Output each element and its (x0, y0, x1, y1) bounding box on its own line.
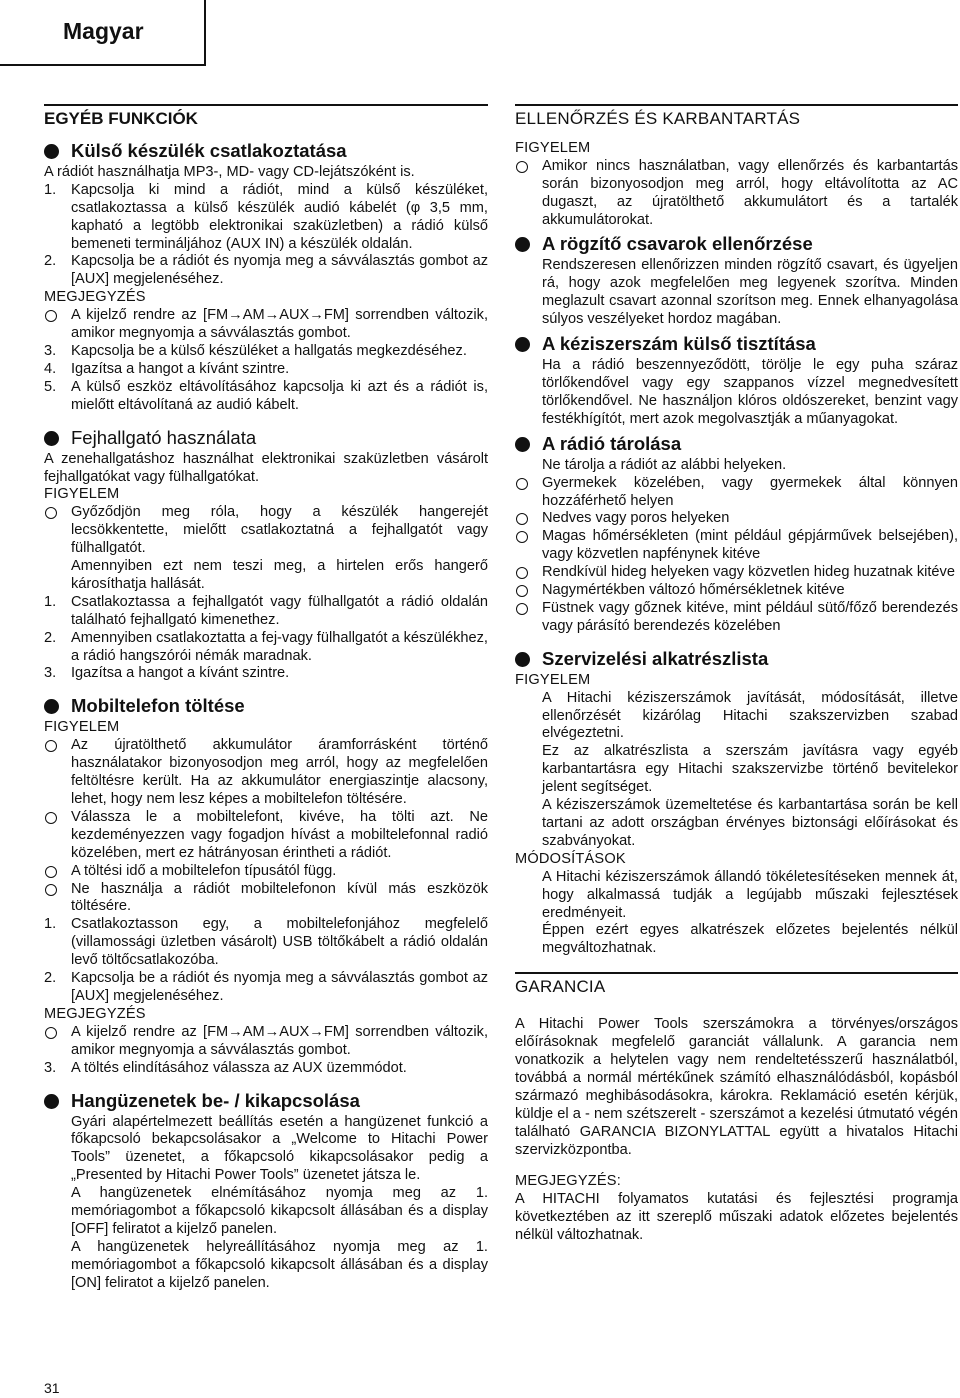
note-label: MEGJEGYZÉS (44, 1005, 146, 1022)
section-title-maintenance: ELLENŐRZÉS ÉS KARBANTARTÁS (515, 104, 958, 134)
language-label: Magyar (63, 18, 144, 44)
caution-item: Győződjön meg róla, hogy a készülék hangerejét lecsökkentette, mielőtt csatlakoztatná a fejhallgatót vagy fülhallgatót. (44, 504, 488, 558)
language-tab (0, 0, 206, 66)
subsection-storage: A rádió tárolása (515, 433, 958, 455)
subsection-headphones: Fejhallgató használata (44, 427, 488, 449)
caution-item: Az újratölthető akkumulátor áramforrásként történő használatakor bizonyosodjon meg arról, hogy az megfelelően feltöltésre került. Ha az akkumulátor energiaszintje alacsony, lehet, hogy nem lesz képes a mobiltelefon töltésére. (44, 737, 488, 809)
step: 1. Kapcsolja ki mind a rádiót, mind a külső készüléket, csatlakoztassa a külső készülék audió kábelét (φ 3,5 mm, kapható a legtöbb elektronikai szaküzletben) a rádió külső bemeneti termináljához (AUX IN) a készülék oldalán. (44, 181, 488, 252)
paragraph: Ha a rádió beszennyeződött, törölje le egy puha száraz törlőkendővel vagy egy szappanos vízzel megnedvesített törlőkendővel. Ne használjon klóros oldószereket, benzint vagy festékhígítót, mert azok megolvasztják a műanyagokat. (542, 357, 958, 427)
caution-item: A töltési idő a mobiltelefon típusától függ. (44, 863, 488, 881)
note-item: A kijelző rendre az [FM→AM→AUX→FM] sorrendben változik, amikor megnyomja a sávválasztás gombot. (44, 307, 488, 343)
caution-item: Válassza le a mobiltelefont, kivéve, ha tölti azt. Ne kezdeményezzen vagy fogadjon hívást a mobiltelefonnal radió közelében, mert ez hátrányosan érintheti a rádiót. (44, 809, 488, 863)
step: 4. Igazítsa a hangot a kívánt szintre. (44, 360, 290, 377)
left-column (44, 104, 488, 1293)
modifications-label: MÓDOSÍTÁSOK (515, 850, 626, 867)
list-item: Gyermekek közelében, vagy gyermekek által könnyen hozzáférhető helyen (515, 475, 958, 511)
note-item: A kijelző rendre az [FM→AM→AUX→FM] sorrendben változik, amikor megnyomja a sávválasztás gombot. (44, 1024, 488, 1060)
list-item: Magas hőmérsékleten (mint például gépjárművek belsejében), vagy közvetlen napfénynek kitéve (515, 528, 958, 564)
list-item: Nedves vagy poros helyeken (515, 510, 958, 528)
section-title-warranty: GARANCIA (515, 972, 958, 1002)
subsection-voice-messages: Hangüzenetek be- / kikapcsolása (44, 1090, 488, 1112)
caution-label: FIGYELEM (44, 486, 120, 503)
paragraph: Rendszeresen ellenőrizzen minden rögzítő csavart, és ügyeljen rá, hogy azok megfelelően meg legyenek szorítva. Minden meglazult csavart azonnal szorítson meg. Ennek elhanyagolása súlyos veszélyeket hordoz magában. (542, 257, 958, 328)
paragraph: A zenehallgatáshoz használhat elektronikai szaküzletben vásárolt fejhallgatókat vagy fülhallgatókat. (44, 450, 488, 485)
paragraph: A rádiót használhatja MP3-, MD- vagy CD-lejátszóként is. (44, 163, 415, 180)
list-item: Nagymértékben változó hőmérsékletnek kitéve (515, 582, 958, 600)
list-item: Rendkívül hideg helyeken vagy közvetlen hideg huzatnak kitéve (515, 564, 958, 582)
list-item: Füstnek vagy gőznek kitéve, mint például sütő/főző berendezés vagy párásító berendezés közelében (515, 600, 958, 636)
step: 2. Kapcsolja be a rádiót és nyomja meg a sávválasztás gombot az [AUX] megjelenéséhez. (44, 253, 488, 288)
step: 2. Kapcsolja be a rádiót és nyomja meg a sávválasztás gombot az [AUX] megjelenéséhez. (44, 970, 488, 1004)
paragraph: A Hitachi Power Tools szerszámokra a törvényes/országos előírásoknak megfelelő garanciát vállalunk. A garancia nem vonatkozik a helytelen vagy nem rendeltetésszerű használatból, továbbá a normál mértékűnek számító elhasználódásból, kopásból származó meghibásodásokra, károkra. Reklamáció esetén kérjük, küldje el a - nem szétszerelt - szerszámot a kezelési útmutató végén található GARANCIA BIZONYLATTAL együtt a hivatalos Hitachi szervizközpontba. (515, 1016, 958, 1158)
step: 3. Igazítsa a hangot a kívánt szintre. (44, 665, 290, 682)
subsection-screws: A rögzítő csavarok ellenőrzése (515, 233, 958, 255)
subsection-cleaning: A kéziszerszám külső tisztítása (515, 333, 958, 355)
caution-item: Amikor nincs használatban, vagy ellenőrzés és karbantartás során bizonyosodjon meg arról, hogy eltávolította az AC dugaszt, az újratölthető akkumulátort és a tartalék akkumulátorokat. (515, 158, 958, 230)
caution-label: FIGYELEM (44, 719, 120, 736)
page-number: 31 (44, 1380, 60, 1396)
paragraph: A kéziszerszámok üzemeltetése és karbantartása során be kell tartani az adott országban érvényes biztonsági előírásokat és szabványokat. (542, 797, 958, 849)
caution-continuation: Amennyiben ezt nem teszi meg, a hirtelen erős hangerő károsíthatja hallását. (71, 558, 488, 592)
caution-label: FIGYELEM (515, 139, 591, 156)
paragraph: Ne tárolja a rádiót az alábbi helyeken. (542, 456, 787, 473)
paragraph: A hangüzenetek elnémításához nyomja meg az 1. memóriagombot a főkapcsoló kikapcsolt állásában és a display [OFF] feliratot a kijelző panelen. (71, 1185, 488, 1237)
step: 1. Csatlakoztasson egy, a mobiltelefonjához megfelelő (villamossági üzletben vásárolt) USB töltőkábelt a rádió oldalán levő töltőcsatlakozóba. (44, 916, 488, 969)
caution-item: Ne használja a rádiót mobiltelefonon kívül más eszközök töltésére. (44, 881, 488, 917)
subsection-phone-charging: Mobiltelefon töltése (44, 695, 488, 717)
paragraph: A Hitachi kéziszerszámok javítását, módosítását, illetve ellenőrzését kizárólag Hitachi szakszervizben szabad elvégeztetni. (542, 689, 958, 742)
step: 1. Csatlakoztassa a fejhallgatót vagy fülhallgatót a rádió oldalán található fejhallgató kimenethez. (44, 593, 488, 628)
subsection-service-parts: Szervizelési alkatrészlista (515, 648, 958, 670)
paragraph: A Hitachi kéziszerszámok állandó tökéletesítéseken mennek át, hogy alkalmassá tudják a legújabb műszaki fejlesztések eredményeit. (542, 868, 958, 921)
paragraph: Gyári alapértelmezett beállítás esetén a hangüzenet funkció a főkapcsoló bekapcsolásakor a „Welcome to Hitachi Power Tools” üzenetet, a főkapcsoló kikapcsolásakor pedig a „Presented by Hitachi Power Tools” üzenetet játsza le. (71, 1113, 488, 1184)
step: 3. A töltés elindításához válassza az AUX üzemmódot. (44, 1059, 407, 1076)
step: 3. Kapcsolja be a külső készüléket a hallgatás megkezdéséhez. (44, 342, 467, 359)
paragraph: A HITACHI folyamatos kutatási és fejlesztési programja következtében az itt szereplő műszaki adatok előzetes bejelentés nélkül változhatnak. (515, 1191, 958, 1244)
right-column (515, 104, 958, 1245)
subsection-external-device: Külső készülék csatlakoztatása (44, 140, 488, 162)
note-label: MEGJEGYZÉS (44, 289, 146, 306)
section-title-other-functions: EGYÉB FUNKCIÓK (44, 104, 488, 134)
caution-label: FIGYELEM (515, 671, 591, 688)
step: 5. A külső eszköz eltávolításához kapcsolja ki azt és a rádiót is, mielőtt eltávolítaná az audió kábelt. (44, 378, 488, 413)
step: 2. Amennyiben csatlakoztatta a fej-vagy fülhallgatót a készülékhez, a rádió hangszórói némák maradnak. (44, 629, 488, 664)
paragraph: Ez az alkatrészlista a szerszám javításra vagy egyéb karbantartásra egy Hitachi szakszervizbe történő bevitelekor jelent segítséget. (542, 743, 958, 796)
paragraph: Éppen ezért egyes alkatrészek előzetes bejelentés nélkül megváltozhatnak. (542, 922, 958, 957)
paragraph: A hangüzenetek helyreállításához nyomja meg az 1. memóriagombot a főkapcsoló kikapcsolt állásában és a display [ON] feliratot a kijelző panelen. (71, 1238, 488, 1291)
note-label: MEGJEGYZÉS: (515, 1173, 621, 1190)
